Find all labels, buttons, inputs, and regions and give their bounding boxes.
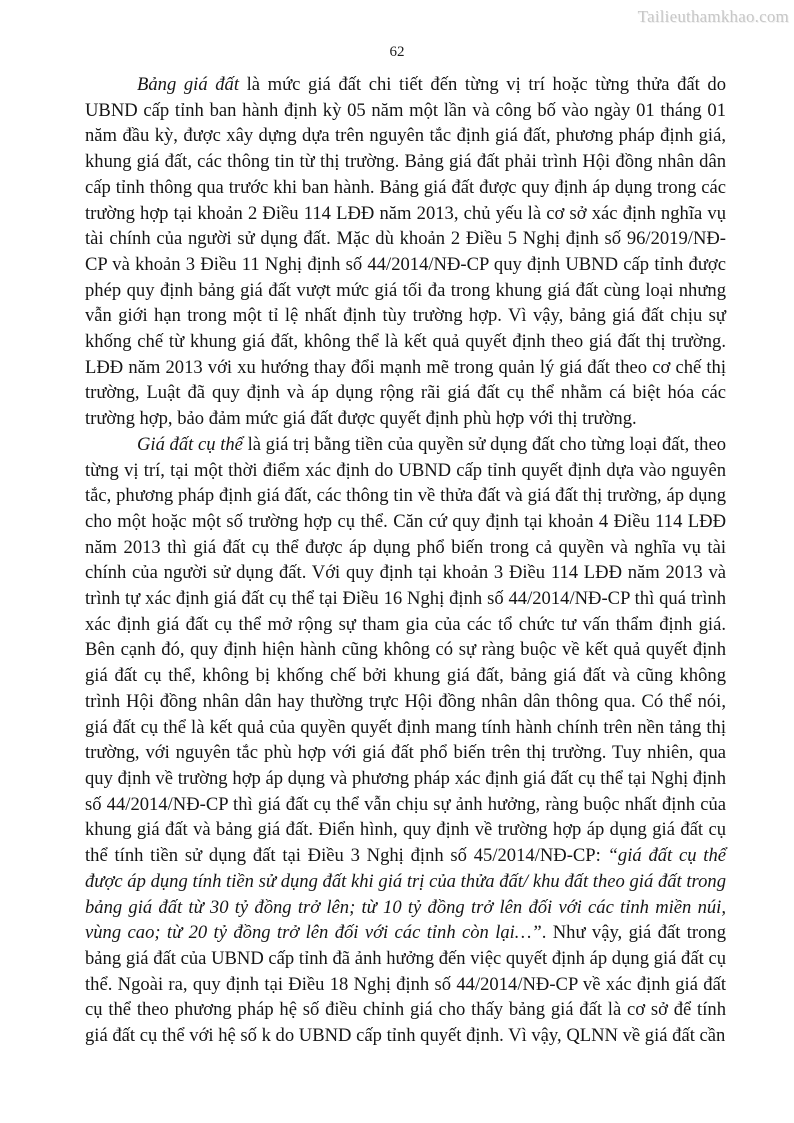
text-segment: là mức giá đất chi tiết đến từng vị trí hoặc từng thửa đất do UBND cấp tỉnh ban hành định kỳ 05 năm một lần và công bố vào ngày 01 tháng 01 năm đầu kỳ, được xây dựng dựa trên nguyên tắc định giá đất, phương pháp định giá, khung giá đất, các thông tin từ thị trường. Bảng giá đất phải trình Hội đồng nhân dân cấp tỉnh thông qua trước khi ban hành. Bảng giá đất được quy định áp dụng trong các trường hợp tại khoản 2 Điều 114 LĐĐ năm 2013, chủ yếu là cơ sở xác định nghĩa vụ tài chính của người sử dụng đất. Mặc dù khoản 2 Điều 5 Nghị định số 96/2019/NĐ-CP và khoản 3 Điều 11 Nghị định số 44/2014/NĐ-CP quy định UBND cấp tỉnh được phép quy định bảng giá đất vượt mức giá tối đa trong khung giá đất cùng loại nhưng vẫn giới hạn trong một tỉ lệ nhất định tùy trường hợp. Vì vậy, bảng giá đất chịu sự khống chế từ khung giá đất, không thể là kết quả quyết định theo giá đất thị trường. LĐĐ năm 2013 với xu hướng thay đổi mạnh mẽ trong quản lý giá đất theo cơ chế thị trường, Luật đã quy định và áp dụng rộng rãi giá đất cụ thể nhằm cá biệt hóa các trường hợp, bảo đảm mức giá đất được quyết định phù hợp với thị trường. — [85, 74, 726, 430]
page-number: 62 — [389, 44, 405, 60]
text-segment: là giá trị bằng tiền của quyền sử dụng đất cho từng loại đất, theo từng vị trí, tại một thời điểm xác định do UBND cấp tỉnh quyết định dựa vào nguyên tắc, phương pháp định giá đất, các thông tin về thửa đất và giá đất thị trường, áp dụng cho một hoặc một số trường hợp cụ thể. Căn cứ quy định tại khoản 4 Điều 114 LĐĐ năm 2013 thì giá đất cụ thể được áp dụng phổ biến trong cả quyền và nghĩa vụ tài chính của người sử dụng đất. Với quy định tại khoản 3 Điều 114 LĐĐ năm 2013 và trình tự xác định giá đất cụ thể tại Điều 16 Nghị định số 44/2014/NĐ-CP thì quá trình xác định giá đất cụ thể mở rộng sự tham gia của các tổ chức tư vấn thẩm định giá. Bên cạnh đó, quy định hiện hành cũng không có sự ràng buộc về kết quả quyết định giá đất cụ thể, không bị khống chế bởi khung giá đất, bảng giá đất và cũng không trình Hội đồng nhân dân hay thường trực Hội đồng nhân dân thông qua. Có thể nói, giá đất cụ thể là kết quả của quyền quyết định mang tính hành chính trên nền tảng thị trường, với nguyên tắc phù hợp với giá đất phổ biến trên thị trường. Tuy nhiên, qua quy định về trường hợp áp dụng và phương pháp xác định giá đất cụ thể tại Nghị định số 44/2014/NĐ-CP thì giá đất cụ thể vẫn chịu sự ảnh hưởng, ràng buộc nhất định của khung giá đất và bảng giá đất. Điển hình, quy định về trường hợp áp dụng giá đất cụ thể tính tiền sử dụng đất tại Điều 3 Nghị định số 45/2014/NĐ-CP: — [85, 433, 726, 867]
italic-text-segment: Giá đất cụ thể — [137, 433, 243, 455]
paragraph-1 — [85, 72, 726, 432]
italic-text-segment: “giá đất cụ thể được áp dụng tính tiền sử dụng đất khi giá trị của thửa đất/ khu đất theo giá đất trong bảng giá đất từ 30 tỷ đồng trở lên; từ 10 tỷ đồng trở lên đối với các tỉnh miền núi, vùng cao; từ 20 tỷ đồng trở lên đối với các tỉnh còn lại…” — [85, 845, 727, 944]
document-body — [85, 72, 726, 1049]
text-segment: . Như vậy, giá đất trong bảng giá đất của UBND cấp tỉnh đã ảnh hưởng đến việc quyết định áp dụng giá đất cụ thể. Ngoài ra, quy định tại Điều 18 Nghị định số 44/2014/NĐ-CP về xác định giá đất cụ thể theo phương pháp hệ số điều chỉnh giá cho thấy bảng giá đất là cơ sở để tính giá đất cụ thể với hệ số k do UBND cấp tỉnh quyết định. Vì vậy, QLNN về giá đất cần — [85, 922, 726, 1047]
watermark: Tailieuthamkhao.com — [637, 7, 789, 26]
italic-text-segment: Bảng giá đất — [137, 74, 239, 95]
paragraph-2 — [85, 432, 726, 1049]
